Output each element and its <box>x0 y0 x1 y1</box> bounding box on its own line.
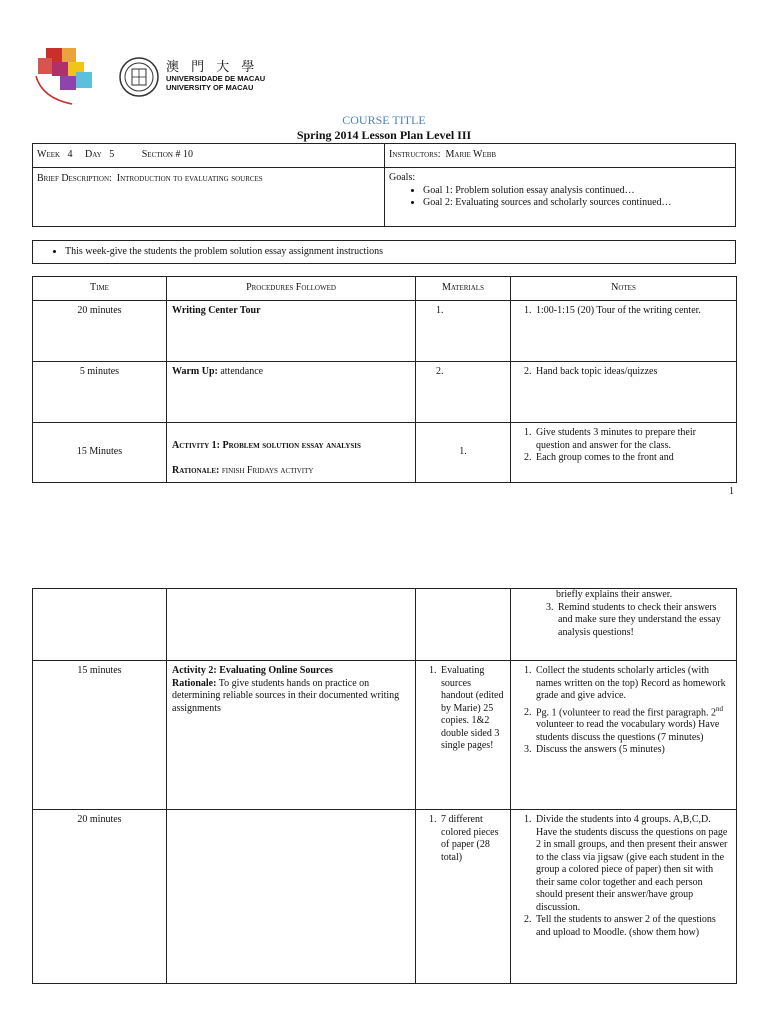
note-superscript: nd <box>715 704 723 713</box>
material-cell: 2. <box>416 362 511 423</box>
col-time: Time <box>33 277 167 301</box>
section-label: Section # <box>141 149 181 160</box>
week-day-section <box>32 143 385 168</box>
note-item: 2. Each group comes to the front and <box>534 452 731 465</box>
university-name <box>166 61 265 92</box>
material-item: 1. 7 different colored pieces of paper (28 total) <box>439 814 505 864</box>
procedure-title: Writing Center Tour <box>172 305 261 316</box>
procedure-cell <box>167 423 416 483</box>
rationale-label: Rationale: <box>172 677 217 689</box>
col-notes: Notes <box>511 277 737 301</box>
time-cell: 5 minutes <box>33 362 167 423</box>
procedure-title: Activity 1: Problem solution essay analysis <box>172 440 361 451</box>
lesson-plan-table <box>32 276 737 483</box>
material-cell <box>416 810 511 984</box>
notes-cell <box>511 362 737 423</box>
notes-cell <box>511 589 737 661</box>
course-title: COURSE TITLE <box>342 113 426 127</box>
notes-cell <box>511 301 737 362</box>
description-label: Brief Description: <box>37 173 112 184</box>
english-centre-logo <box>32 46 98 108</box>
rationale-text: To give students hands on practice on determining reliable sources in their documented writing assignments <box>172 677 400 714</box>
goals-label: Goals: <box>389 172 416 183</box>
rationale-label: Rationale: <box>172 464 220 476</box>
table-row <box>33 810 737 984</box>
time-cell: 20 minutes <box>33 810 167 984</box>
rationale-text: finish Fridays activity <box>219 464 314 476</box>
procedure-cell <box>167 589 416 661</box>
table-row <box>33 362 737 423</box>
time-cell: 15 Minutes <box>33 423 167 483</box>
university-name-zh: 澳 門 大 學 <box>166 60 259 75</box>
procedure-title: Activity 2: Evaluating Online Sources <box>172 665 333 676</box>
procedure-cell <box>167 301 416 362</box>
university-name-pt: UNIVERSIDADE DE MACAU <box>166 74 266 84</box>
university-seal-icon <box>119 57 159 97</box>
procedure-title: Warm Up: <box>172 366 218 377</box>
note-text: Pg. 1 (volunteer to read the first paragraph. 2 <box>536 706 716 718</box>
notes-cell <box>511 661 737 810</box>
week-value: 4 <box>67 149 73 160</box>
note-item: 1. Give students 3 minutes to prepare their question and answer for the class. <box>534 427 731 452</box>
time-cell: 20 minutes <box>33 301 167 362</box>
lesson-plan-subtitle: Spring 2014 Lesson Plan Level III <box>296 128 472 142</box>
week-note-text: • This week-give the students the problem solution essay assignment instructions <box>65 246 731 257</box>
note-text: volunteer to read the vocabulary words) Have students discuss the questions (7 minutes) <box>536 719 720 743</box>
material-item: 1. Evaluating sources handout (edited by Marie) 25 copies. 1&2 double sided 3 single pages! <box>439 665 505 753</box>
table-row <box>33 661 737 810</box>
note-continued: briefly explains their answer. <box>556 589 673 600</box>
procedure-text: attendance <box>217 366 264 377</box>
note-item: 2. Tell the students to answer 2 of the questions and upload to Moodle. (show them how) <box>534 914 731 939</box>
table-row <box>33 589 737 661</box>
note-item: 1. Collect the students scholarly articles (with names written on the top) Record as homework grade and give advice. <box>534 665 731 703</box>
instructor-name: Marie Webb <box>445 149 497 160</box>
time-cell: 15 minutes <box>33 661 167 810</box>
week-note <box>32 240 736 264</box>
note-item: 2. Hand back topic ideas/quizzes <box>534 366 731 379</box>
goal-item: • Goal 1: Problem solution essay analysis continued… <box>423 185 731 196</box>
note-item: 1. Divide the students into 4 groups. A,B,C,D. Have the students discuss the questions on page 2 in small groups, and then present their answer to the class via jigsaw (give each student in the group a colored piece of paper) then sit with their same color together and each person should present their answer/have group discussion. <box>534 814 731 914</box>
procedure-cell <box>167 661 416 810</box>
university-name-en: UNIVERSITY OF MACAU <box>166 82 254 92</box>
time-cell <box>33 589 167 661</box>
week-label: Week <box>37 149 61 160</box>
description-text: Introduction to evaluating sources <box>116 173 263 184</box>
table-header-row <box>33 277 737 301</box>
material-cell: 1. <box>416 301 511 362</box>
col-procedures: Procedures Followed <box>167 277 416 301</box>
procedure-cell <box>167 810 416 984</box>
notes-cell <box>511 810 737 984</box>
material-cell <box>416 589 511 661</box>
note-item: 3. Remind students to check their answers and make sure they understand the essay analysis questions! <box>556 602 731 640</box>
day-value: 5 <box>109 149 115 160</box>
material-cell <box>416 661 511 810</box>
instructors <box>384 143 736 168</box>
procedure-cell <box>167 362 416 423</box>
page-number: 1 <box>729 486 734 497</box>
instructors-label: Instructors: <box>389 149 441 160</box>
note-item: 1. 1:00-1:15 (20) Tour of the writing center. <box>534 305 731 318</box>
day-label: Day <box>85 149 102 160</box>
col-materials: Materials <box>416 277 511 301</box>
table-row <box>33 423 737 483</box>
goals <box>384 167 736 227</box>
lesson-plan-table-continued <box>32 588 737 984</box>
goal-item: • Goal 2: Evaluating sources and scholarly sources continued… <box>423 197 731 208</box>
brief-description <box>32 167 385 227</box>
notes-cell <box>511 423 737 483</box>
note-item <box>534 703 731 745</box>
note-item: 3. Discuss the answers (5 minutes) <box>534 744 731 757</box>
material-cell: 1. <box>416 423 511 483</box>
section-value: 10 <box>182 149 193 160</box>
table-row <box>33 301 737 362</box>
